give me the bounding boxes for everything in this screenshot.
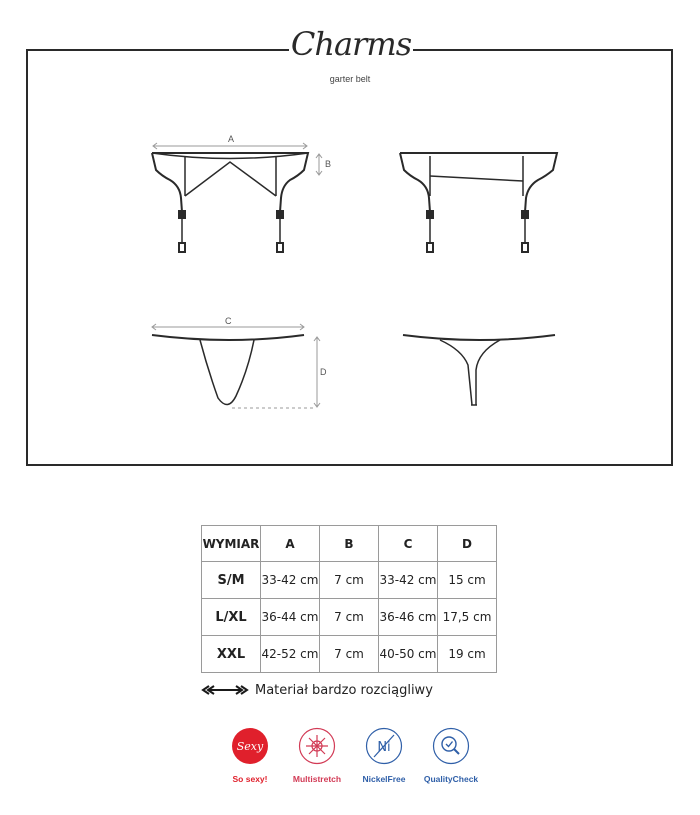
- table-cell: 36-46 cm: [379, 599, 438, 636]
- table-cell: 33-42 cm: [379, 562, 438, 599]
- badge-caption: So sexy!: [232, 774, 268, 784]
- table-cell: 17,5 cm: [438, 599, 497, 636]
- table-cell: 36-44 cm: [261, 599, 320, 636]
- thong-front: [152, 335, 304, 405]
- table-cell: L/XL: [202, 599, 261, 636]
- table-header-row: [202, 526, 497, 562]
- stretch-note-text: Materiał bardzo rozciągliwy: [255, 682, 433, 698]
- quality-check-icon: [432, 727, 470, 765]
- table-cell: 19 cm: [438, 636, 497, 673]
- table-header: D: [438, 526, 497, 562]
- feature-badges: [220, 727, 490, 787]
- badge-caption: Multistretch: [292, 774, 342, 784]
- label-d: D: [320, 367, 327, 377]
- garter-belt-front: [152, 153, 308, 252]
- badge-caption: QualityCheck: [423, 774, 479, 784]
- table-cell: 33-42 cm: [261, 562, 320, 599]
- table-cell: 7 cm: [320, 599, 379, 636]
- svg-text:Ni: Ni: [377, 740, 391, 755]
- table-cell: XXL: [202, 636, 261, 673]
- multistretch-icon: [298, 727, 336, 765]
- table-row: [202, 636, 497, 673]
- badge-so-sexy: [220, 727, 280, 784]
- badge-nickel-free: [354, 727, 414, 784]
- badge-caption: NickelFree: [362, 774, 406, 784]
- table-cell: 7 cm: [320, 562, 379, 599]
- label-b: B: [325, 159, 332, 169]
- table-header: WYMIAR: [202, 526, 261, 562]
- label-a: A: [228, 134, 235, 144]
- garter-belt-back: [400, 153, 557, 252]
- table-row: [202, 562, 497, 599]
- badge-multistretch: [287, 727, 347, 784]
- nickel-free-icon: [365, 727, 403, 765]
- sexy-icon: [231, 727, 269, 765]
- brand-name: Charms: [290, 25, 412, 63]
- table-cell: S/M: [202, 562, 261, 599]
- table-cell: 42-52 cm: [261, 636, 320, 673]
- double-arrow-icon: [201, 684, 249, 696]
- table-cell: 40-50 cm: [379, 636, 438, 673]
- label-c: C: [225, 316, 232, 326]
- product-subtitle: garter belt: [329, 74, 371, 84]
- stretch-note: [201, 681, 433, 699]
- size-table: [201, 525, 497, 673]
- table-cell: 15 cm: [438, 562, 497, 599]
- svg-text:Sexy: Sexy: [236, 740, 264, 753]
- table-header: B: [320, 526, 379, 562]
- table-header: C: [379, 526, 438, 562]
- table-cell: 7 cm: [320, 636, 379, 673]
- table-row: [202, 599, 497, 636]
- badge-quality-check: [421, 727, 481, 784]
- table-header: A: [261, 526, 320, 562]
- dimension-b: [316, 154, 322, 175]
- thong-back: [403, 335, 555, 405]
